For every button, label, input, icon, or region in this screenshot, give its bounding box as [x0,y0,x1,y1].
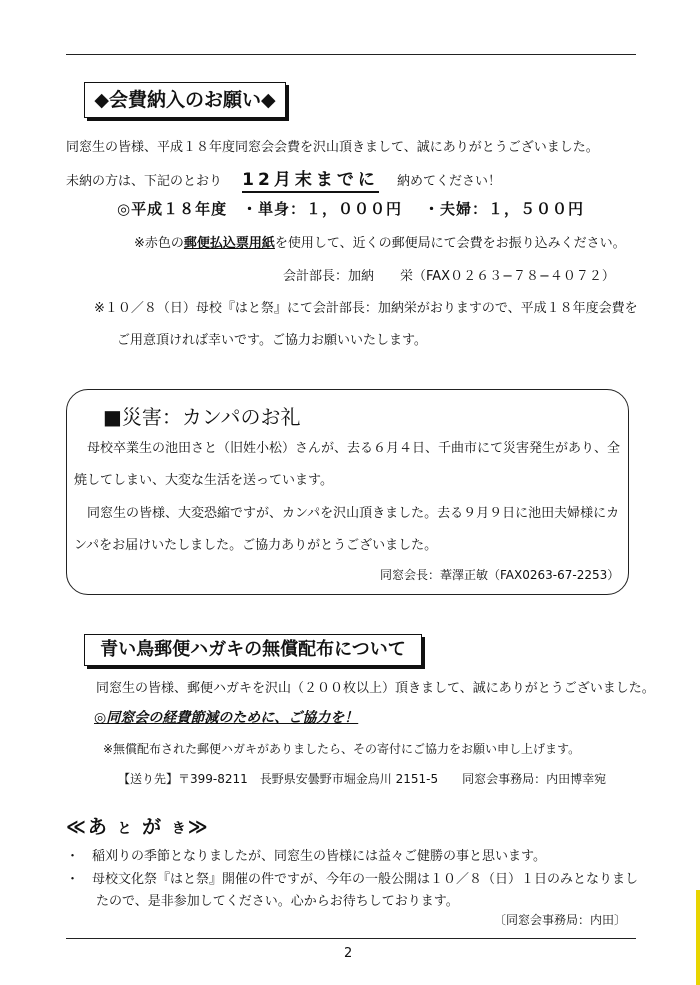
section2-title: ■災害：カンパのお礼 [103,405,301,429]
section2-signature: 同窓会長：葦澤正敏（FAX0263-67-2253） [380,568,620,582]
section2-p1b: 焼してしまい、大変な生活を送っています。 [74,473,333,488]
section2-p1a: 母校卒業生の池田さと（旧姓小松）さんが、去る６月４日、千曲市にて災害発生があり、全 [87,441,621,456]
section3-address: 【送り先】〒399-8211 長野県安曇野市堀金烏川 2151-5 同窓会事務局：内田博幸宛 [118,772,607,786]
section4-title [66,812,210,839]
section4-title-ga: が [142,816,164,838]
section3-line1: 同窓生の皆様、郵便ハガキを沢山（２００枚以上）頂きまして、誠にありがとうございました。 [96,681,655,696]
bottom-rule [66,938,636,939]
section2-p2a: 同窓生の皆様、大変恐縮ですが、カンパを沢山頂きました。去る９月９日に池田夫婦様にカ [87,506,620,521]
section1-line2-post: 納めてください！ [396,174,501,189]
edge-mark [696,890,700,985]
section2-p2b: ンパをお届けいたしました。ご協力ありがとうございました。 [74,538,438,553]
deadline-text: 12月末までに [242,170,379,193]
fee-single: ・単身：１，０００円 [242,200,403,218]
fee-couple: ・夫婦：１，５００円 [424,200,585,218]
section1-title: ◆会費納入のお願い◆ [84,82,286,118]
afterword-signature: 〔同窓会事務局：内田〕 [494,913,627,927]
section1-line1: 同窓生の皆様、平成１８年度同窓会会費を沢山頂きまして、誠にありがとうございました。 [66,140,599,155]
afterword-bullet2a: ・ 母校文化祭『はと祭』開催の件ですが、今年の一般公開は１０／８（日）１日のみとなりまし [66,872,639,887]
section4-title-close: ≫ [187,816,210,838]
payment-note-post: を使用して、近くの郵便局にて会費をお振り込みください。 [274,236,626,251]
payment-form-name: 郵便払込票用紙 [183,236,275,251]
section3-note: ※無償配布された郵便ハガキがありましたら、その寄付にご協力をお願い申し上げます。 [103,742,581,756]
section1-line2-pre: 未納の方は、下記のとおり [66,174,223,189]
section1-line2 [66,165,501,190]
afterword-bullet2b: たので、是非参加してください。心からお待ちしております。 [96,894,459,909]
notice-line1: ※１０／８（日）母校『はと祭』にて会計部長：加納栄がおりますので、平成１８年度会費を [94,301,638,316]
top-rule [66,54,636,55]
notice-line2: ご用意頂ければ幸いです。ご協力お願いいたします。 [117,333,427,348]
payment-note-pre: ※赤色の [134,236,184,251]
treasurer-contact: 会計部長：加納 栄（FAX０２６３−７８−４０７２） [283,269,615,284]
page-number: 2 [344,946,353,961]
section3-title: 青い鳥郵便ハガキの無償配布について [84,634,422,666]
section3-emphasis: ◎同窓会の経費節減のために、ご協力を！ [94,710,359,726]
section4-title-ki: き [171,821,188,837]
section4-title-open: ≪あ [66,816,109,838]
fee-year: ◎平成１８年度 [117,200,228,218]
section4-title-to: と [117,821,134,837]
payment-note [134,232,626,251]
afterword-bullet1: ・ 稲刈りの季節となりましたが、同窓生の皆様には益々ご健勝の事と思います。 [66,849,546,864]
